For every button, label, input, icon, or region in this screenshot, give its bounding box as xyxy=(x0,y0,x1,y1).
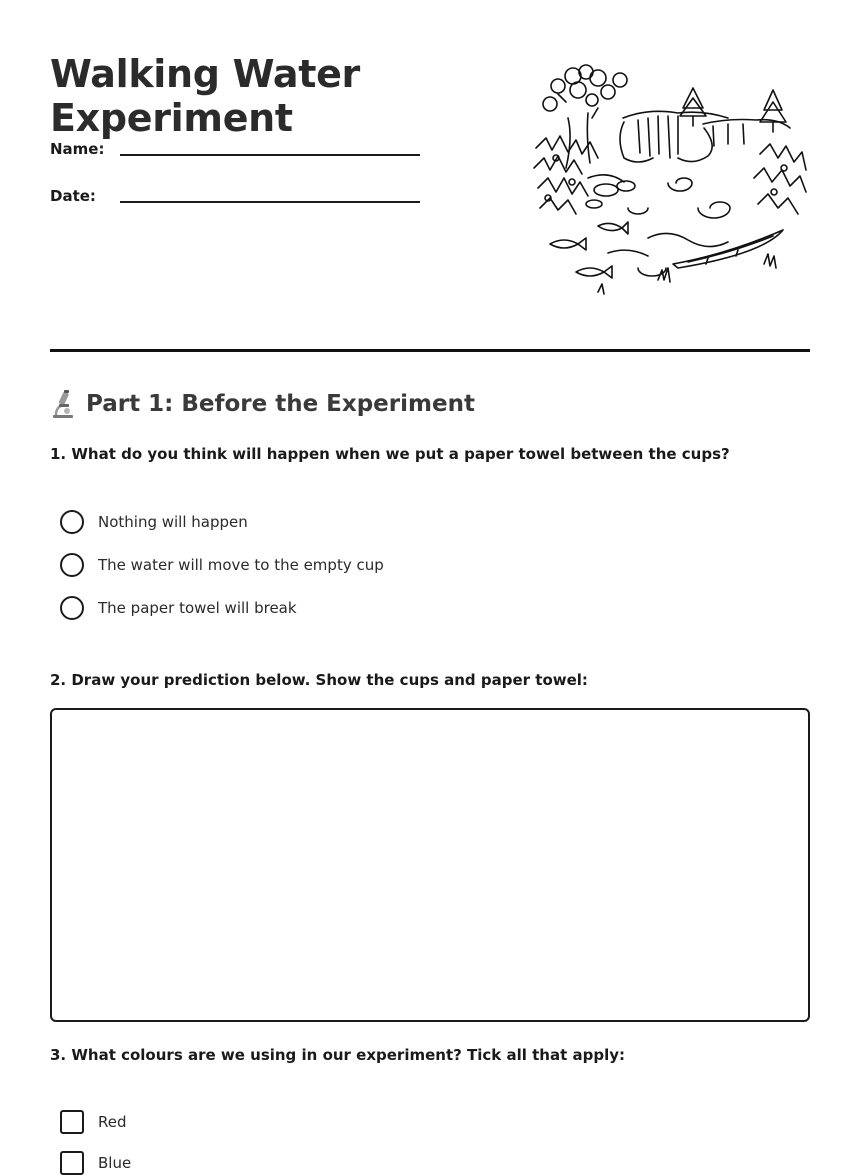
date-input-line[interactable] xyxy=(120,201,420,203)
canoe-icon xyxy=(673,230,783,268)
q1-option-3-label: The paper towel will break xyxy=(98,599,297,617)
worksheet-title xyxy=(50,52,490,140)
tree-left-icon xyxy=(543,65,627,168)
worksheet-header xyxy=(50,52,490,234)
q1-option-1-label: Nothing will happen xyxy=(98,513,248,531)
q3-option-blue-label: Blue xyxy=(98,1154,132,1172)
waterfall-icon xyxy=(620,111,790,162)
fish-icon xyxy=(550,222,628,278)
river-landscape-illustration xyxy=(528,58,810,308)
grass-icon xyxy=(598,254,776,294)
question-2: 2. Draw your prediction below. Show the cups and paper towel: xyxy=(50,671,588,689)
q3-option-red-checkbox[interactable] xyxy=(60,1110,84,1134)
bush-right-icon xyxy=(754,144,806,214)
name-label: Name: xyxy=(50,140,105,158)
name-input-line[interactable] xyxy=(120,154,420,156)
tree-right-icon xyxy=(680,88,786,132)
question-1: 1. What do you think will happen when we put a paper towel between the cups? xyxy=(50,445,730,463)
part1-title: Part 1: Before the Experiment xyxy=(86,391,475,417)
date-field-row xyxy=(50,187,490,234)
q3-option-red[interactable] xyxy=(60,1109,127,1135)
header-divider xyxy=(50,349,810,352)
q3-option-red-label: Red xyxy=(98,1113,127,1131)
q1-option-2-label: The water will move to the empty cup xyxy=(98,556,384,574)
question-3: 3. What colours are we using in our experiment? Tick all that apply: xyxy=(50,1046,626,1064)
river-swirls-icon xyxy=(588,175,730,276)
q1-option-3-radio[interactable] xyxy=(60,596,84,620)
q1-option-1[interactable] xyxy=(60,509,248,535)
name-field-row xyxy=(50,140,490,187)
q1-option-1-radio[interactable] xyxy=(60,510,84,534)
q3-option-blue[interactable] xyxy=(60,1150,131,1176)
q3-option-blue-checkbox[interactable] xyxy=(60,1151,84,1175)
title-line-2: Experiment xyxy=(50,96,293,140)
microscope-icon xyxy=(50,389,76,419)
title-line-1: Walking Water xyxy=(50,52,360,96)
rocks-icon xyxy=(586,181,635,208)
part1-heading xyxy=(50,388,475,420)
prediction-drawing-area[interactable] xyxy=(50,708,810,1022)
q1-option-2-radio[interactable] xyxy=(60,553,84,577)
date-label: Date: xyxy=(50,187,96,205)
q1-option-3[interactable] xyxy=(60,595,297,621)
q1-option-2[interactable] xyxy=(60,552,384,578)
